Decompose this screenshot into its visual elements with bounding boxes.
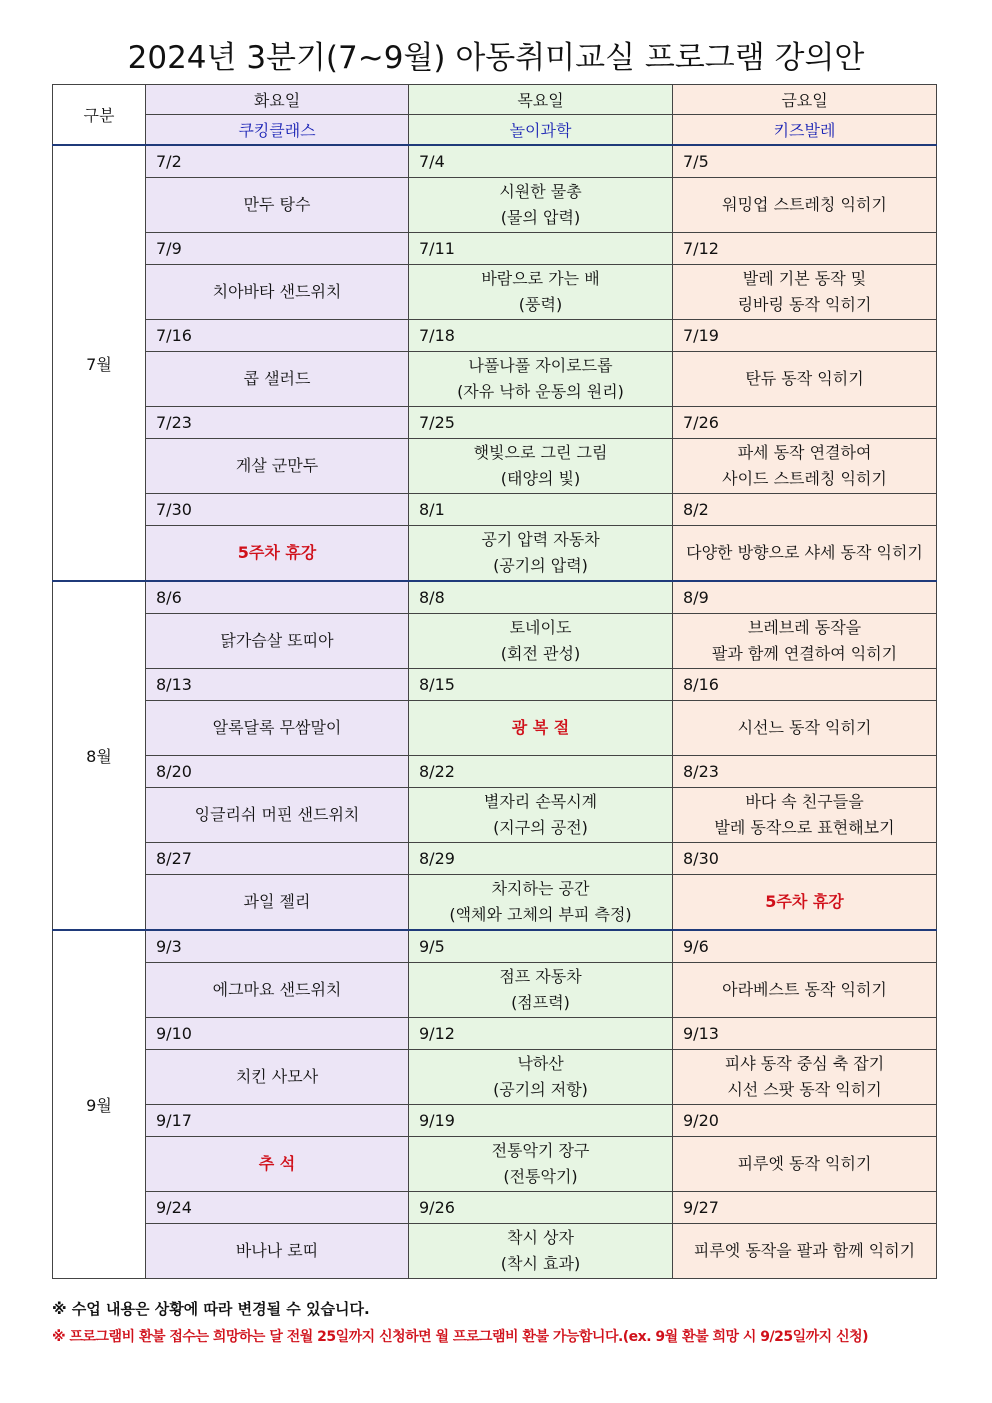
gubun-header: 구분 [53,85,146,146]
date-row [53,756,937,788]
lesson-text: 잉글리쉬 머핀 샌드위치 [194,805,360,824]
lesson-text: 추 석 [258,1154,296,1173]
lesson-cell [673,701,937,756]
date-cell: 7/5 [673,145,937,178]
day-header-thu: 목요일 [409,85,673,115]
lesson-cell [673,526,937,582]
lesson-text: 만두 탕수 [243,195,311,214]
lesson-text: (전통악기) [503,1167,578,1186]
lesson-text: 별자리 손목시계 [483,792,598,811]
lesson-text: (물의 압력) [500,208,581,227]
date-cell: 9/17 [146,1105,409,1137]
lesson-cell [673,265,937,320]
lesson-text: 착시 상자 [507,1228,574,1247]
date-row [53,581,937,614]
date-cell: 9/6 [673,930,937,963]
lesson-cell [673,178,937,233]
date-cell: 8/2 [673,494,937,526]
lesson-text: 토네이도 [509,618,572,637]
content-row [53,701,937,756]
lesson-cell [673,1224,937,1279]
date-cell: 9/10 [146,1018,409,1050]
lesson-text: (회전 관성) [500,644,581,663]
lesson-cell [409,178,673,233]
lesson-text: 낙하산 [517,1054,564,1073]
lesson-cell [146,701,409,756]
date-cell: 8/16 [673,669,937,701]
content-row [53,265,937,320]
date-cell: 9/19 [409,1105,673,1137]
lesson-cell [146,614,409,669]
date-cell: 7/11 [409,233,673,265]
lesson-cell [673,439,937,494]
content-row [53,963,937,1018]
lesson-cell [146,963,409,1018]
date-cell: 8/1 [409,494,673,526]
date-row [53,843,937,875]
date-cell: 8/27 [146,843,409,875]
lesson-text: (공기의 저항) [493,1080,588,1099]
date-cell: 7/23 [146,407,409,439]
lesson-cell [409,352,673,407]
date-cell: 9/20 [673,1105,937,1137]
lesson-cell [409,788,673,843]
content-row [53,1224,937,1279]
header-days-row [53,85,937,115]
date-row [53,1018,937,1050]
lesson-text: 전통악기 장구 [491,1141,590,1160]
content-row [53,614,937,669]
lesson-text: 브레브레 동작을 [747,618,862,637]
lesson-text: 5주차 휴강 [237,543,317,562]
date-cell: 8/22 [409,756,673,788]
lesson-cell [146,439,409,494]
date-cell: 7/4 [409,145,673,178]
lesson-text: 치아바타 샌드위치 [212,282,342,301]
lesson-cell [673,963,937,1018]
lesson-text: 아라베스트 동작 익히기 [722,980,887,999]
lesson-cell [409,1137,673,1192]
content-row [53,788,937,843]
date-row [53,669,937,701]
lesson-cell [146,1050,409,1105]
lesson-text: 사이드 스트레칭 익히기 [722,469,887,488]
lesson-cell [409,526,673,582]
month-label: 8월 [53,581,146,930]
note-change-notice: ※ 수업 내용은 상황에 따라 변경될 수 있습니다. [52,1300,370,1318]
content-row [53,526,937,582]
page-title: 2024년 3분기(7~9월) 아동취미교실 프로그램 강의안 [127,40,865,76]
lesson-text: 5주차 휴강 [765,892,844,911]
lesson-text: 바람으로 가는 배 [481,269,600,288]
lesson-text: 점프 자동차 [499,967,582,986]
lesson-cell [146,788,409,843]
date-cell: 7/18 [409,320,673,352]
date-cell: 7/12 [673,233,937,265]
date-cell: 8/13 [146,669,409,701]
lesson-cell [673,788,937,843]
lesson-text: (자유 낙하 운동의 원리) [457,382,624,401]
lesson-cell [673,1050,937,1105]
lesson-cell [146,1224,409,1279]
lesson-cell [146,1137,409,1192]
date-cell: 8/15 [409,669,673,701]
lesson-text: 발레 기본 동작 및 [742,269,867,288]
day-header-tue: 화요일 [146,85,409,115]
program-science: 놀이과학 [409,115,673,146]
lesson-text: 에그마요 샌드위치 [212,980,342,999]
lesson-text: 게살 군만두 [235,456,319,475]
lesson-cell [673,1137,937,1192]
schedule-table [52,84,937,1279]
lesson-text: 워밍업 스트레칭 익히기 [722,195,887,214]
lesson-text: 차지하는 공간 [491,879,590,898]
date-cell: 9/26 [409,1192,673,1224]
lesson-text: 피샤 동작 중심 축 잡기 [724,1054,885,1073]
date-cell: 9/13 [673,1018,937,1050]
date-cell: 9/5 [409,930,673,963]
lesson-text: (액체와 고체의 부피 측정) [449,905,632,924]
date-cell: 7/2 [146,145,409,178]
lesson-text: 나풀나풀 자이로드롭 [468,356,613,375]
date-cell: 8/29 [409,843,673,875]
lesson-text: 바나나 로띠 [235,1241,319,1260]
lesson-text: 시선 스팟 동작 익히기 [727,1080,882,1099]
lesson-cell [409,614,673,669]
lesson-text: 발레 동작으로 표현해보기 [714,818,895,837]
lesson-text: 피루엣 동작을 팔과 함께 익히기 [693,1241,916,1260]
date-cell: 9/12 [409,1018,673,1050]
content-row [53,1050,937,1105]
lesson-cell [409,265,673,320]
lesson-cell [146,178,409,233]
date-cell: 8/6 [146,581,409,614]
date-row [53,233,937,265]
lesson-text: 공기 압력 자동차 [481,530,600,549]
day-header-fri: 금요일 [673,85,937,115]
note-refund-notice: ※ 프로그램비 환불 접수는 희망하는 달 전월 25일까지 신청하면 월 프로그램비 환불 가능합니다.(ex. 9월 환불 희망 시 9/25일까지 신청) [52,1329,869,1345]
lesson-cell [409,439,673,494]
lesson-text: (풍력) [518,295,563,314]
date-cell: 7/9 [146,233,409,265]
lesson-text: 시선느 동작 익히기 [737,718,872,737]
header-programs-row [53,115,937,146]
content-row [53,1137,937,1192]
lesson-text: 팔과 함께 연결하여 익히기 [711,644,898,663]
lesson-cell [409,875,673,931]
lesson-cell [409,701,673,756]
date-row [53,145,937,178]
lesson-text: 바다 속 친구들을 [745,792,864,811]
date-row [53,930,937,963]
lesson-text: 닭가슴살 또띠아 [220,631,334,650]
month-label: 9월 [53,930,146,1279]
lesson-text: 알록달록 무쌈말이 [212,718,342,737]
lesson-cell [146,265,409,320]
lesson-text: 콥 샐러드 [243,369,311,388]
lesson-cell [673,875,937,931]
date-cell: 7/30 [146,494,409,526]
lesson-cell [409,963,673,1018]
date-row [53,320,937,352]
lesson-text: 과일 젤리 [243,892,311,911]
date-cell: 8/8 [409,581,673,614]
lesson-text: 탄듀 동작 익히기 [745,369,864,388]
lesson-cell [673,352,937,407]
lesson-cell [673,614,937,669]
content-row [53,439,937,494]
date-row [53,494,937,526]
lesson-text: 치킨 사모사 [235,1067,319,1086]
date-row [53,1192,937,1224]
lesson-cell [409,1050,673,1105]
date-cell: 7/25 [409,407,673,439]
date-cell: 8/20 [146,756,409,788]
program-cooking: 쿠킹클래스 [146,115,409,146]
lesson-cell [409,1224,673,1279]
lesson-text: 링바링 동작 익히기 [737,295,872,314]
date-cell: 9/24 [146,1192,409,1224]
date-cell: 8/23 [673,756,937,788]
program-ballet: 키즈발레 [673,115,937,146]
lesson-text: (지구의 공전) [493,818,588,837]
date-row [53,407,937,439]
date-cell: 9/27 [673,1192,937,1224]
content-row [53,875,937,931]
lesson-text: (점프력) [511,993,570,1012]
lesson-text: 광 복 절 [511,718,570,737]
lesson-text: (공기의 압력) [493,556,588,575]
date-row [53,1105,937,1137]
date-cell: 8/9 [673,581,937,614]
lesson-text: 파세 동작 연결하여 [737,443,872,462]
lesson-cell [146,875,409,931]
lesson-cell [146,352,409,407]
date-cell: 7/26 [673,407,937,439]
lesson-text: 다양한 방향으로 샤세 동작 익히기 [686,543,923,562]
lesson-text: 햇빛으로 그린 그림 [473,443,608,462]
lesson-text: 피루엣 동작 익히기 [737,1154,872,1173]
lesson-text: 시원한 물총 [499,182,582,201]
month-label: 7월 [53,145,146,581]
content-row [53,178,937,233]
content-row [53,352,937,407]
date-cell: 8/30 [673,843,937,875]
lesson-text: (태양의 빛) [500,469,581,488]
date-cell: 7/16 [146,320,409,352]
lesson-text: (착시 효과) [500,1254,581,1273]
date-cell: 7/19 [673,320,937,352]
date-cell: 9/3 [146,930,409,963]
lesson-cell [146,526,409,582]
